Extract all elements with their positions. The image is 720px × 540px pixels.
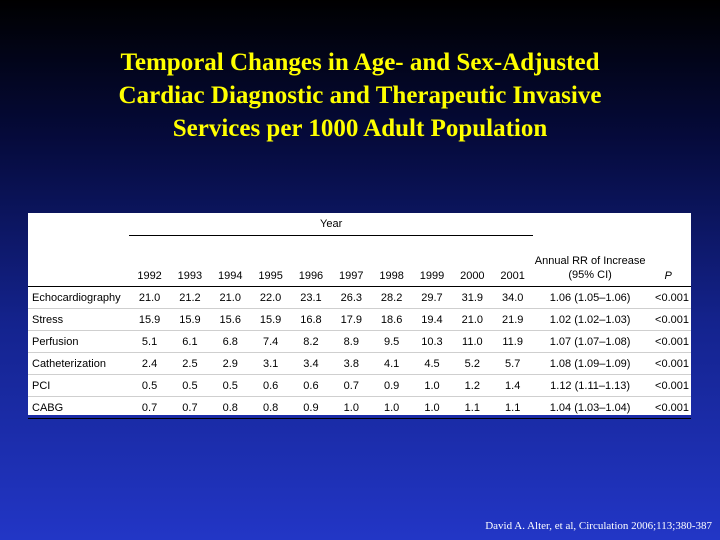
rr-cell: 1.07 (1.07–1.08): [533, 331, 648, 353]
table-cell: 21.0: [129, 287, 169, 309]
table-cell: 1.4: [493, 375, 533, 397]
table-cell: 21.2: [170, 287, 210, 309]
table-cell: 0.7: [331, 375, 371, 397]
table-cell: 16.8: [291, 309, 331, 331]
title-line-1: Temporal Changes in Age- and Sex-Adjusted: [120, 49, 600, 76]
rr-header-line-1: Annual RR of Increase: [534, 255, 646, 267]
year-header: 1997: [331, 236, 371, 287]
title-line-3: Services per 1000 Adult Population: [172, 115, 548, 142]
p-cell: <0.001: [647, 353, 691, 375]
table-row: [28, 331, 691, 353]
table-cell: 21.0: [210, 287, 250, 309]
row-label: Catheterization: [28, 353, 129, 375]
year-header: 2001: [493, 236, 533, 287]
year-header: 1994: [210, 236, 250, 287]
rr-cell: 1.12 (1.11–1.13): [533, 375, 648, 397]
table-body: [28, 287, 691, 419]
table-cell: 29.7: [412, 287, 452, 309]
rr-cell: 1.06 (1.05–1.06): [533, 287, 648, 309]
table-cell: 1.0: [412, 375, 452, 397]
table-cell: 19.4: [412, 309, 452, 331]
table-cell: 1.0: [412, 397, 452, 419]
row-label: Perfusion: [28, 331, 129, 353]
p-cell: <0.001: [647, 309, 691, 331]
table-row: [28, 287, 691, 309]
table-cell: 22.0: [250, 287, 290, 309]
table-cell: 0.8: [210, 397, 250, 419]
table-cell: 17.9: [331, 309, 371, 331]
table-cell: 0.8: [250, 397, 290, 419]
table-cell: 9.5: [371, 331, 411, 353]
table-cell: 0.5: [210, 375, 250, 397]
table-cell: 4.5: [412, 353, 452, 375]
p-cell: <0.001: [647, 331, 691, 353]
table-cell: 6.1: [170, 331, 210, 353]
table-cell: 1.0: [371, 397, 411, 419]
table-cell: 0.9: [291, 397, 331, 419]
table-cell: 1.1: [452, 397, 492, 419]
table-cell: 3.8: [331, 353, 371, 375]
year-header: 1999: [412, 236, 452, 287]
table-cell: 0.9: [371, 375, 411, 397]
p-cell: <0.001: [647, 397, 691, 419]
table-cell: 5.7: [493, 353, 533, 375]
table-cell: 11.9: [493, 331, 533, 353]
rr-cell: 1.08 (1.09–1.09): [533, 353, 648, 375]
year-caption: Year: [129, 213, 532, 236]
table-cell: 15.6: [210, 309, 250, 331]
row-label: Stress: [28, 309, 129, 331]
table-cell: 1.2: [452, 375, 492, 397]
table-row: [28, 397, 691, 419]
table-cell: 2.5: [170, 353, 210, 375]
year-header: 1993: [170, 236, 210, 287]
table-cell: 15.9: [129, 309, 169, 331]
table-cell: 0.7: [170, 397, 210, 419]
table-cell: 3.4: [291, 353, 331, 375]
citation: David A. Alter, et al, Circulation 2006;113;380-387: [485, 520, 712, 532]
table-cell: 31.9: [452, 287, 492, 309]
p-cell: <0.001: [647, 287, 691, 309]
table-cell: 18.6: [371, 309, 411, 331]
table-cell: 21.0: [452, 309, 492, 331]
rr-cell: 1.02 (1.02–1.03): [533, 309, 648, 331]
p-header: P: [647, 236, 691, 287]
table-cell: 5.1: [129, 331, 169, 353]
table-cell: 0.7: [129, 397, 169, 419]
table-cell: 10.3: [412, 331, 452, 353]
table-cell: 21.9: [493, 309, 533, 331]
table-cell: 34.0: [493, 287, 533, 309]
table-cell: 8.9: [331, 331, 371, 353]
table-cell: 6.8: [210, 331, 250, 353]
slide-title: [40, 46, 680, 145]
data-table-panel: [28, 213, 691, 415]
title-line-2: Cardiac Diagnostic and Therapeutic Invasive: [118, 82, 602, 109]
row-label: CABG: [28, 397, 129, 419]
table-cell: 0.6: [250, 375, 290, 397]
table-cell: 0.5: [129, 375, 169, 397]
table-cell: 4.1: [371, 353, 411, 375]
p-cell: <0.001: [647, 375, 691, 397]
table-cell: 5.2: [452, 353, 492, 375]
table-cell: 15.9: [250, 309, 290, 331]
table-cell: 23.1: [291, 287, 331, 309]
table-row: [28, 309, 691, 331]
table-cell: 11.0: [452, 331, 492, 353]
year-header: 2000: [452, 236, 492, 287]
column-header-row: [28, 236, 691, 287]
row-label: PCI: [28, 375, 129, 397]
table-cell: 1.0: [331, 397, 371, 419]
table-cell: 8.2: [291, 331, 331, 353]
table-cell: 28.2: [371, 287, 411, 309]
row-label: Echocardiography: [28, 287, 129, 309]
year-header: 1992: [129, 236, 169, 287]
table-row: [28, 353, 691, 375]
rr-header-line-2: (95% CI): [568, 269, 612, 281]
table-cell: 2.9: [210, 353, 250, 375]
table-cell: 2.4: [129, 353, 169, 375]
data-table: [28, 213, 691, 419]
table-cell: 0.5: [170, 375, 210, 397]
table-cell: 0.6: [291, 375, 331, 397]
table-cell: 15.9: [170, 309, 210, 331]
rr-cell: 1.04 (1.03–1.04): [533, 397, 648, 419]
table-cell: 1.1: [493, 397, 533, 419]
year-header: 1995: [250, 236, 290, 287]
table-row: [28, 375, 691, 397]
table-cell: 3.1: [250, 353, 290, 375]
table-cell: 7.4: [250, 331, 290, 353]
rr-header: [533, 236, 648, 287]
year-header: 1996: [291, 236, 331, 287]
year-header: 1998: [371, 236, 411, 287]
table-cell: 26.3: [331, 287, 371, 309]
year-caption-row: [28, 213, 691, 236]
